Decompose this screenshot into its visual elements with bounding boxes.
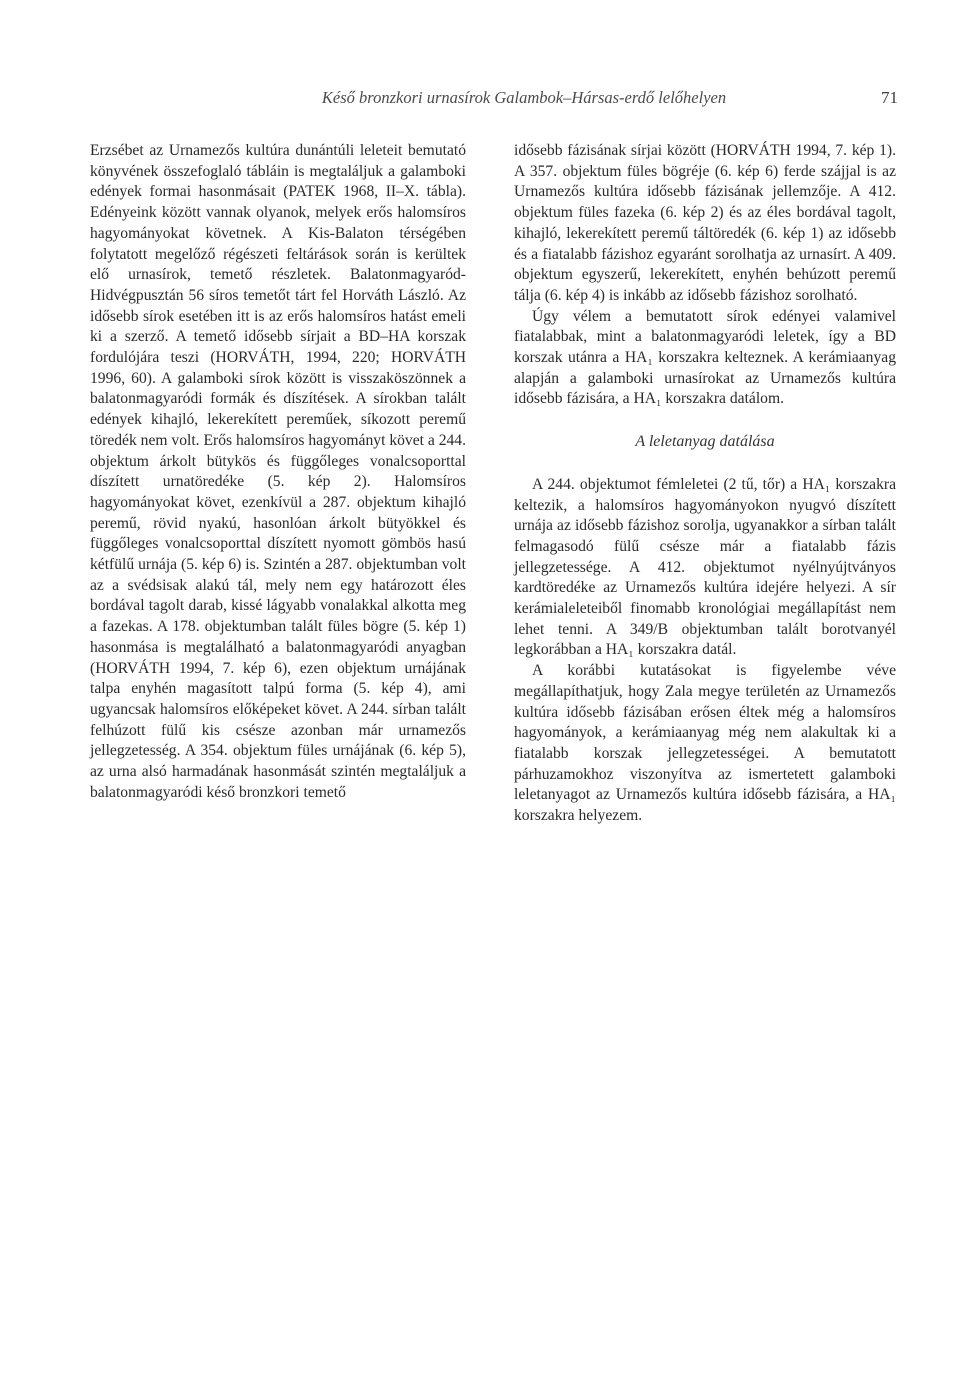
left-column — [90, 141, 466, 804]
body-paragraph: Úgy vélem a bemutatott sírok edényei valamivel fiatalabbak, mint a balatonmagyaródi leletek, így a BD korszak utánra a HA₁ korszakra kelteznek. A kerámiaanyag alapján a galamboki urnasírokat az Urnamezős kultúra idősebb fázisára, a HA₁ korszakra datálom. — [514, 307, 896, 408]
right-column — [514, 141, 896, 827]
section-heading: A leletanyag datálása — [635, 433, 775, 451]
running-title: Késő bronzkori urnasírok Galambok–Hársas-erdő lelőhelyen — [321, 88, 727, 107]
body-paragraph: idősebb fázisának sírjai között (HORVÁTH 1994, 7. kép 1). A 357. objektum füles bögréje (6. kép 6) ferde szájjal is az Urnamezős kultúra idősebb fázisának jellemzője. A 412. objektum füles fazeka (6. kép 2) és az éles bordával tagolt, kihajló, lekerekített peremű táltöredék (6. kép 1) az idősebb és a fiatalabb fázishoz egyaránt sorolhatja az urnasírt. A 409. objektum egyszerű, lekerekített, enyhén behúzott peremű tálja (6. kép 4) is inkább az idősebb fázishoz sorolható. — [514, 142, 896, 304]
body-paragraph: A korábbi kutatásokat is figyelembe véve megállapíthatjuk, hogy Zala megye területén az Urnamezős kultúra idősebb fázisában erősen éltek még a halomsíros hagyományok, a kerámiaanyag még nem alakultak ki a fiatalabb korszak jellegzetességei. A bemutatott párhuzamokhoz viszonyítva az ismertetett galamboki leletanyagot az Urnamezős kultúra idősebb fázisára, a HA₁ korszakra helyezem. — [514, 662, 896, 825]
page-number: 71 — [881, 88, 898, 107]
page-header — [90, 88, 898, 116]
body-paragraph: Erzsébet az Urnamezős kultúra dunántúli leleteit bemutató könyvének összefoglaló tábláin is megtaláljuk a galamboki edények formai hasonmásait (PATEK 1968, II–X. tábla). Edényeink között vannak olyanok, melyek erős halomsíros hagyományokat követnek. A Kis-Balaton térségében folytatott megelőző régészeti feltárások során is kerültek elő urnasírok, temető részletek. Balatonmagyaród-Hidvégpusztán 56 síros temetőt tárt fel Horváth László. Az idősebb sírok esetében itt is az erős halomsíros hatást emeli ki a szerző. A temető idősebb sírjait a BD–HA korszak fordulójára teszi (HORVÁTH, 1994, 220; HORVÁTH 1996, 60). A galamboki sírok között is visszaköszönnek a balatonmagyaródi formák és díszítések. A sírokban talált edények kihajló, lekerekített pereműek, síkozott peremű töredék nem volt. Erős halomsíros hagyományt követ a 244. objektum árkolt bütykös és függőleges vonalcsoporttal díszített urnatöredéke (5. kép 2). Halomsíros hagyományokat követ, ezenkívül a 287. objektum kihajló peremű, rövid nyakú, hasonlóan árkolt bütyökkel és függőleges vonalcsoporttal díszített nyomott gömbös hasú kétfülű urnája (5. kép 6) is. Szintén a 287. objektumban volt az a svédsisak alakú tál, mely nem egy határozott éles bordával tagolt darab, kissé lágyabb vonalakkal alkotta meg a fazekas. A 178. objektumban talált füles bögre (5. kép 1) hasonmása is megtalálható a balatonmagyaródi anyagban (HORVÁTH 1994, 7. kép 6), ezen objektum urnájának talpa enyhén magasított talpú forma (5. kép 4), ami ugyancsak halomsíros előképeket követ. A 244. sírban talált felhúzott fülű kis csésze azonban már urnamezős jellegzetesség. A 354. objektum füles urnájának (6. kép 5), az urna alsó harmadának hasonmását szintén megtaláljuk a balatonmagyaródi késő bronzkori temető — [90, 142, 466, 801]
body-paragraph: A 244. objektumot fémleletei (2 tű, tőr) a HA₁ korszakra keltezik, a halomsíros hagyományokon nyugvó díszített urnája az idősebb fázishoz sorolja, ugyanakkor a sírban talált felmagasodó fülű csésze már a fiatalabb fázis jellegzetessége. A 412. objektumot nyélnyújtványos kardtöredéke az Urnamezős kultúra idejére helyezi. A sír kerámialeleteiből finomabb kronológiai megállapítást nem lehet tenni. A 349/B objektumban talált borotvanyél legkorábban a HA₁ korszakra datál. — [514, 475, 896, 659]
